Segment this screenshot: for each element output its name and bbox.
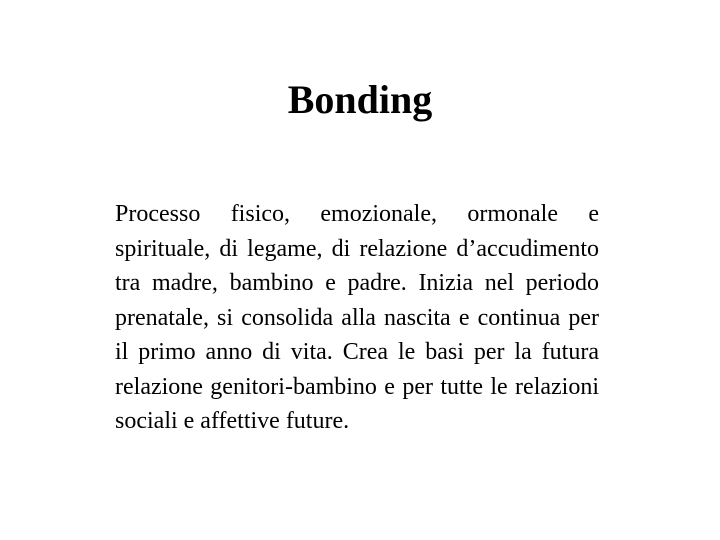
slide-title: Bonding xyxy=(287,77,433,122)
slide-body-text: Processo fisico, emozionale, ormonale e spirituale, di legame, di relazione d’accudimento tra madre, bambino e padre. Inizia nel periodo prenatale, si consolida alla nascita e continua per il primo anno di vita. Crea le basi per la futura relazione genitori-bambino e per tutte le relazioni sociali e affettive future. xyxy=(115,201,599,434)
